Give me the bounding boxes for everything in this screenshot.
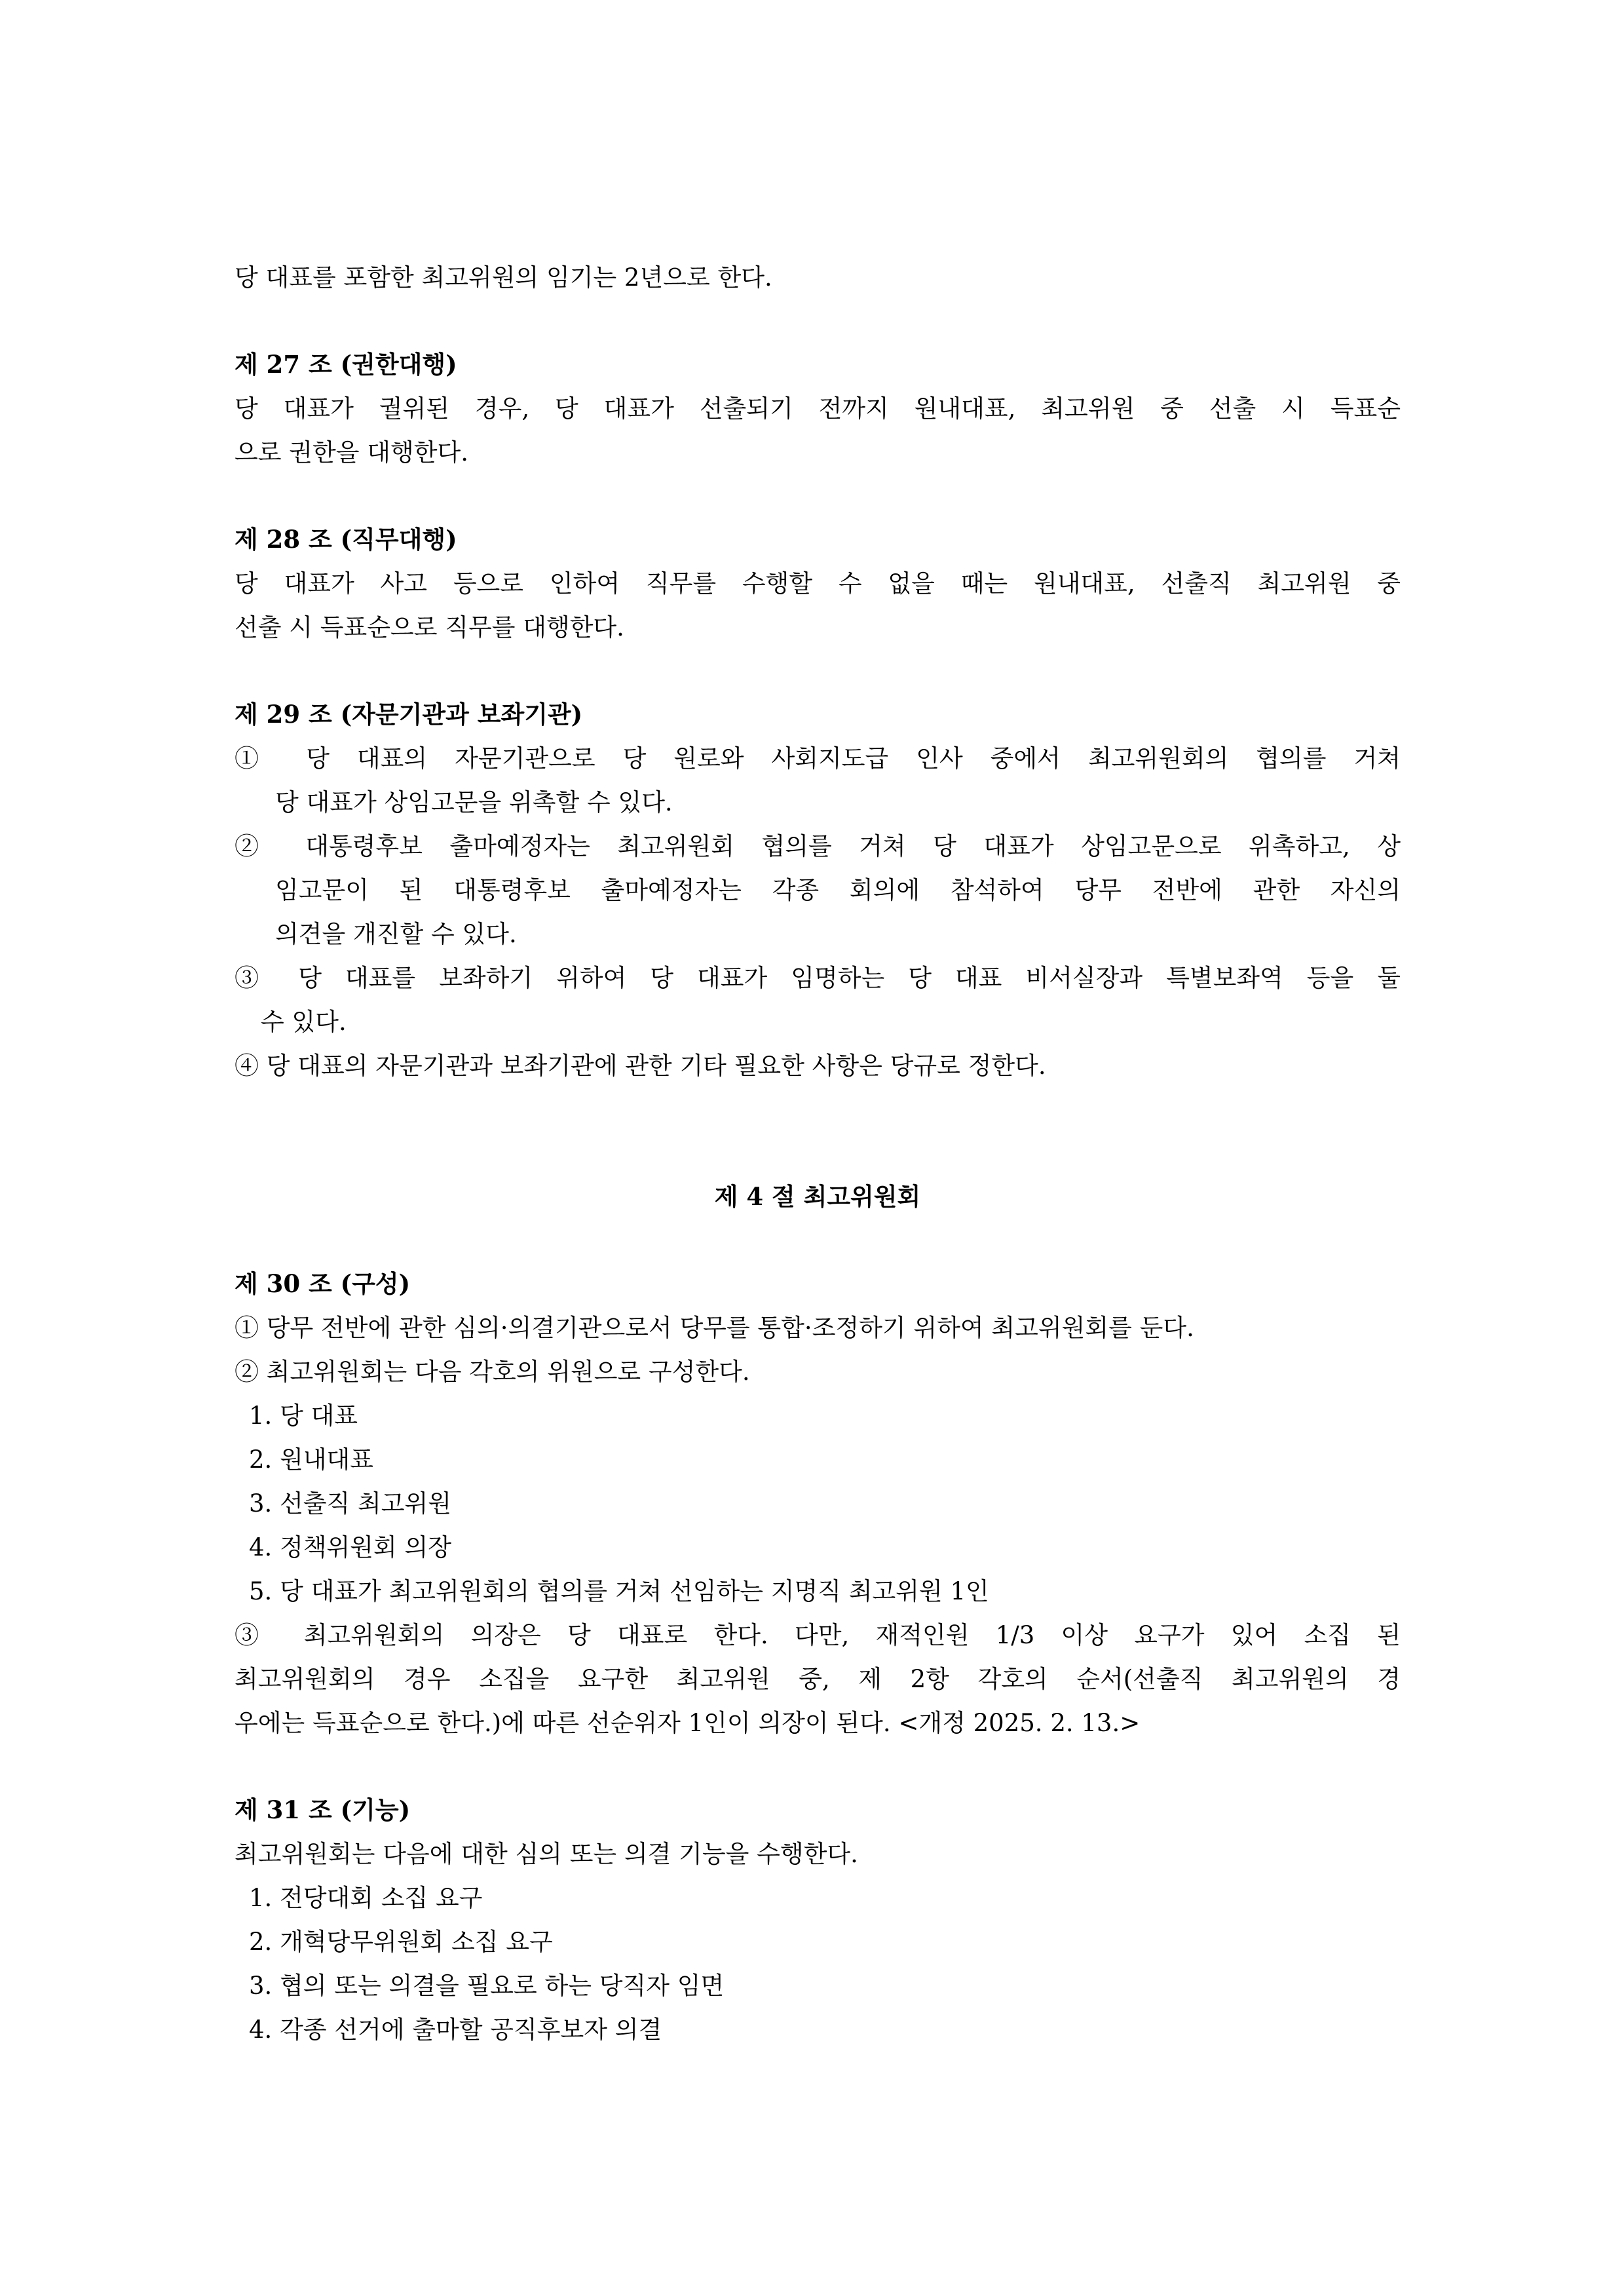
article-29-clause-2: ② 대통령후보 출마예정자는 최고위원회 협의를 거쳐 당 대표가 상임고문으로 위촉하고, 상 (235, 832, 1401, 860)
document-page (235, 256, 1401, 2052)
list-item: 1. 당 대표 (249, 1402, 358, 1430)
article-29-clause-2-cont: 의견을 개진할 수 있다. (275, 920, 517, 948)
article-29-clause-3: ③ 당 대표를 보좌하기 위하여 당 대표가 임명하는 당 대표 비서실장과 특별보좌역 등을 둘 (235, 964, 1401, 992)
article-30-clause-3-cont: 최고위원회의 경우 소집을 요구한 최고위원 중, 제 2항 각호의 순서(선출직 최고위원의 경 (235, 1665, 1401, 1693)
list-item: 3. 협의 또는 의결을 필요로 하는 당직자 임면 (249, 1972, 725, 2000)
article-27-text-line: 당 대표가 궐위된 경우, 당 대표가 선출되기 전까지 원내대표, 최고위원 중 선출 시 득표순 (235, 394, 1401, 423)
article-30-clause-1: ① 당무 전반에 관한 심의·의결기관으로서 당무를 통합·조정하기 위하여 최고위원회를 둔다. (235, 1314, 1194, 1342)
article-29-heading: 제 29 조 (자문기관과 보좌기관) (235, 700, 583, 729)
article-29-clause-2-cont: 임고문이 된 대통령후보 출마예정자는 각종 회의에 참석하여 당무 전반에 관한 자신의 (275, 876, 1401, 904)
list-item: 1. 전당대회 소집 요구 (249, 1884, 483, 1912)
article-28-text-line: 선출 시 득표순으로 직무를 대행한다. (235, 613, 624, 641)
article-28-text-line: 당 대표가 사고 등으로 인하여 직무를 수행할 수 없을 때는 원내대표, 선출직 최고위원 중 (235, 569, 1401, 598)
list-item: 5. 당 대표가 최고위원회의 협의를 거쳐 선임하는 지명직 최고위원 1인 (249, 1577, 989, 1605)
article-31-heading: 제 31 조 (기능) (235, 1795, 411, 1824)
article-27-text-line: 으로 권한을 대행한다. (235, 438, 468, 467)
article-28-heading: 제 28 조 (직무대행) (235, 525, 457, 554)
article-30-clause-3: ③ 최고위원회의 의장은 당 대표로 한다. 다만, 재적인원 1/3 이상 요구가 있어 소집 된 (235, 1621, 1401, 1649)
article-30-clause-3-cont: 우에는 득표순으로 한다.)에 따른 선순위자 1인이 의장이 된다. <개정 2025. 2. 13.> (235, 1709, 1141, 1737)
article-29-clause-1: ① 당 대표의 자문기관으로 당 원로와 사회지도급 인사 중에서 최고위원회의 협의를 거쳐 (235, 744, 1401, 773)
article-27-heading: 제 27 조 (권한대행) (235, 350, 457, 379)
article-29-clause-4: ④ 당 대표의 자문기관과 보좌기관에 관한 기타 필요한 사항은 당규로 정한다. (235, 1052, 1046, 1080)
article-30-clause-2: ② 최고위원회는 다음 각호의 위원으로 구성한다. (235, 1358, 750, 1386)
article-31-intro: 최고위원회는 다음에 대한 심의 또는 의결 기능을 수행한다. (235, 1840, 858, 1868)
article-29-clause-1-cont: 당 대표가 상임고문을 위촉할 수 있다. (275, 788, 673, 816)
list-item: 3. 선출직 최고위원 (249, 1489, 452, 1518)
section-title: 제 4 절 최고위원회 (714, 1182, 921, 1211)
list-item: 2. 원내대표 (249, 1445, 374, 1474)
list-item: 4. 각종 선거에 출마할 공직후보자 의결 (249, 2016, 662, 2044)
list-item: 2. 개혁당무위원회 소집 요구 (249, 1928, 553, 1956)
paragraph-term: 당 대표를 포함한 최고위원의 임기는 2년으로 한다. (235, 263, 772, 292)
list-item: 4. 정책위원회 의장 (249, 1533, 452, 1561)
article-29-clause-3-cont: 수 있다. (261, 1008, 347, 1036)
article-30-heading: 제 30 조 (구성) (235, 1269, 411, 1298)
